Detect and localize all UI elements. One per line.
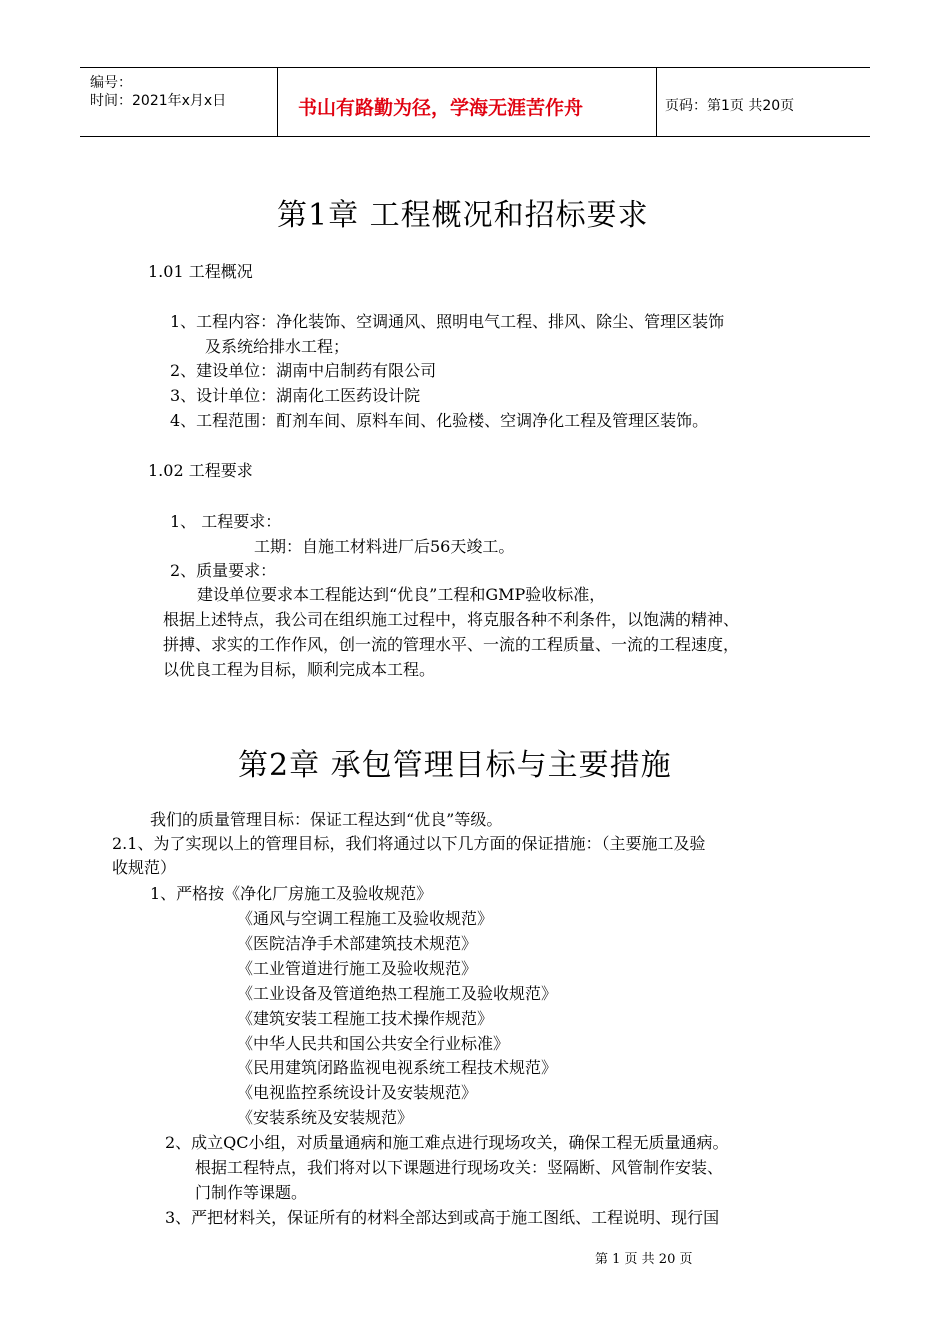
qc-line: 2、成立QC小组，对质量通病和施工难点进行现场攻关，确保工程无质量通病。 [165,1133,729,1152]
qc-line: 根据工程特点，我们将对以下课题进行现场攻关：竖隔断、风管制作安装、 [195,1158,724,1177]
material-line: 3、严把材料关，保证所有的材料全部达到或高于施工图纸、工程说明、现行国 [165,1208,720,1227]
page-footer: 第 1 页 共 20 页 [595,1252,693,1267]
standard-item: 《通风与空调工程施工及验收规范》 [237,909,494,928]
list-item: 3、设计单位：湖南化工医药设计院 [170,386,421,405]
header-page-cell [657,68,870,136]
section-1-01-title: 1.01 工程概况 [148,262,253,281]
header-info-cell [80,68,278,136]
chapter1-title: 第1章 工程概况和招标要求 [277,198,649,233]
page-header [80,67,870,137]
standard-item: 《安装系统及安装规范》 [237,1108,414,1127]
quality-line: 建设单位要求本工程能达到“优良”工程和GMP验收标准， [197,585,606,604]
standard-item: 《工业设备及管道绝热工程施工及验收规范》 [237,984,558,1003]
standard-item: 《民用建筑闭路监视电视系统工程技术规范》 [237,1058,558,1077]
standard-item: 《工业管道进行施工及验收规范》 [237,959,478,978]
standard-item: 《建筑安装工程施工技术操作规范》 [237,1009,494,1028]
duration-text: 工期：自施工材料进厂后56天竣工。 [254,537,515,556]
header-motto: 书山有路勤为径，学海无涯苦作舟 [298,97,584,119]
standard-item: 《中华人民共和国公共安全行业标准》 [237,1034,510,1053]
measures-intro: 2.1、为了实现以上的管理目标，我们将通过以下几方面的保证措施：（主要施工及验 [112,834,706,853]
quality-goal: 我们的质量管理目标：保证工程达到“优良”等级。 [150,810,503,829]
list-item: 4、工程范围：酊剂车间、原料车间、化验楼、空调净化工程及管理区装饰。 [170,411,709,430]
standard-item: 《医院洁净手术部建筑技术规范》 [237,934,478,953]
list-item: 2、建设单位：湖南中启制药有限公司 [170,361,437,380]
header-date-label: 时间：2021年x月x日 [90,93,227,109]
quality-line: 拼搏、求实的工作作风，创一流的管理水平、一流的工程质量、一流的工程速度， [163,635,740,654]
list-item: 及系统给排水工程； [205,337,350,356]
quality-line: 根据上述特点，我公司在组织施工过程中，将克服各种不利条件，以饱满的精神、 [163,610,740,629]
header-motto-cell [278,68,657,136]
section-1-02-title: 1.02 工程要求 [148,461,253,480]
measures-intro-cont: 收规范） [112,858,177,877]
standard-first: 1、严格按《净化厂房施工及验收规范》 [150,884,433,903]
chapter2-title: 第2章 承包管理目标与主要措施 [238,748,672,783]
quality-line: 以优良工程为目标，顺利完成本工程。 [163,660,436,679]
header-page-info: 页码：第1页 共20页 [665,98,795,114]
quality-label: 2、质量要求： [170,561,277,580]
qc-line: 门制作等课题。 [195,1183,308,1202]
header-number-label: 编号： [90,75,132,91]
requirement-label: 1、 工程要求： [170,512,282,531]
standard-item: 《电视监控系统设计及安装规范》 [237,1083,478,1102]
list-item: 1、工程内容：净化装饰、空调通风、照明电气工程、排风、除尘、管理区装饰 [170,312,725,331]
